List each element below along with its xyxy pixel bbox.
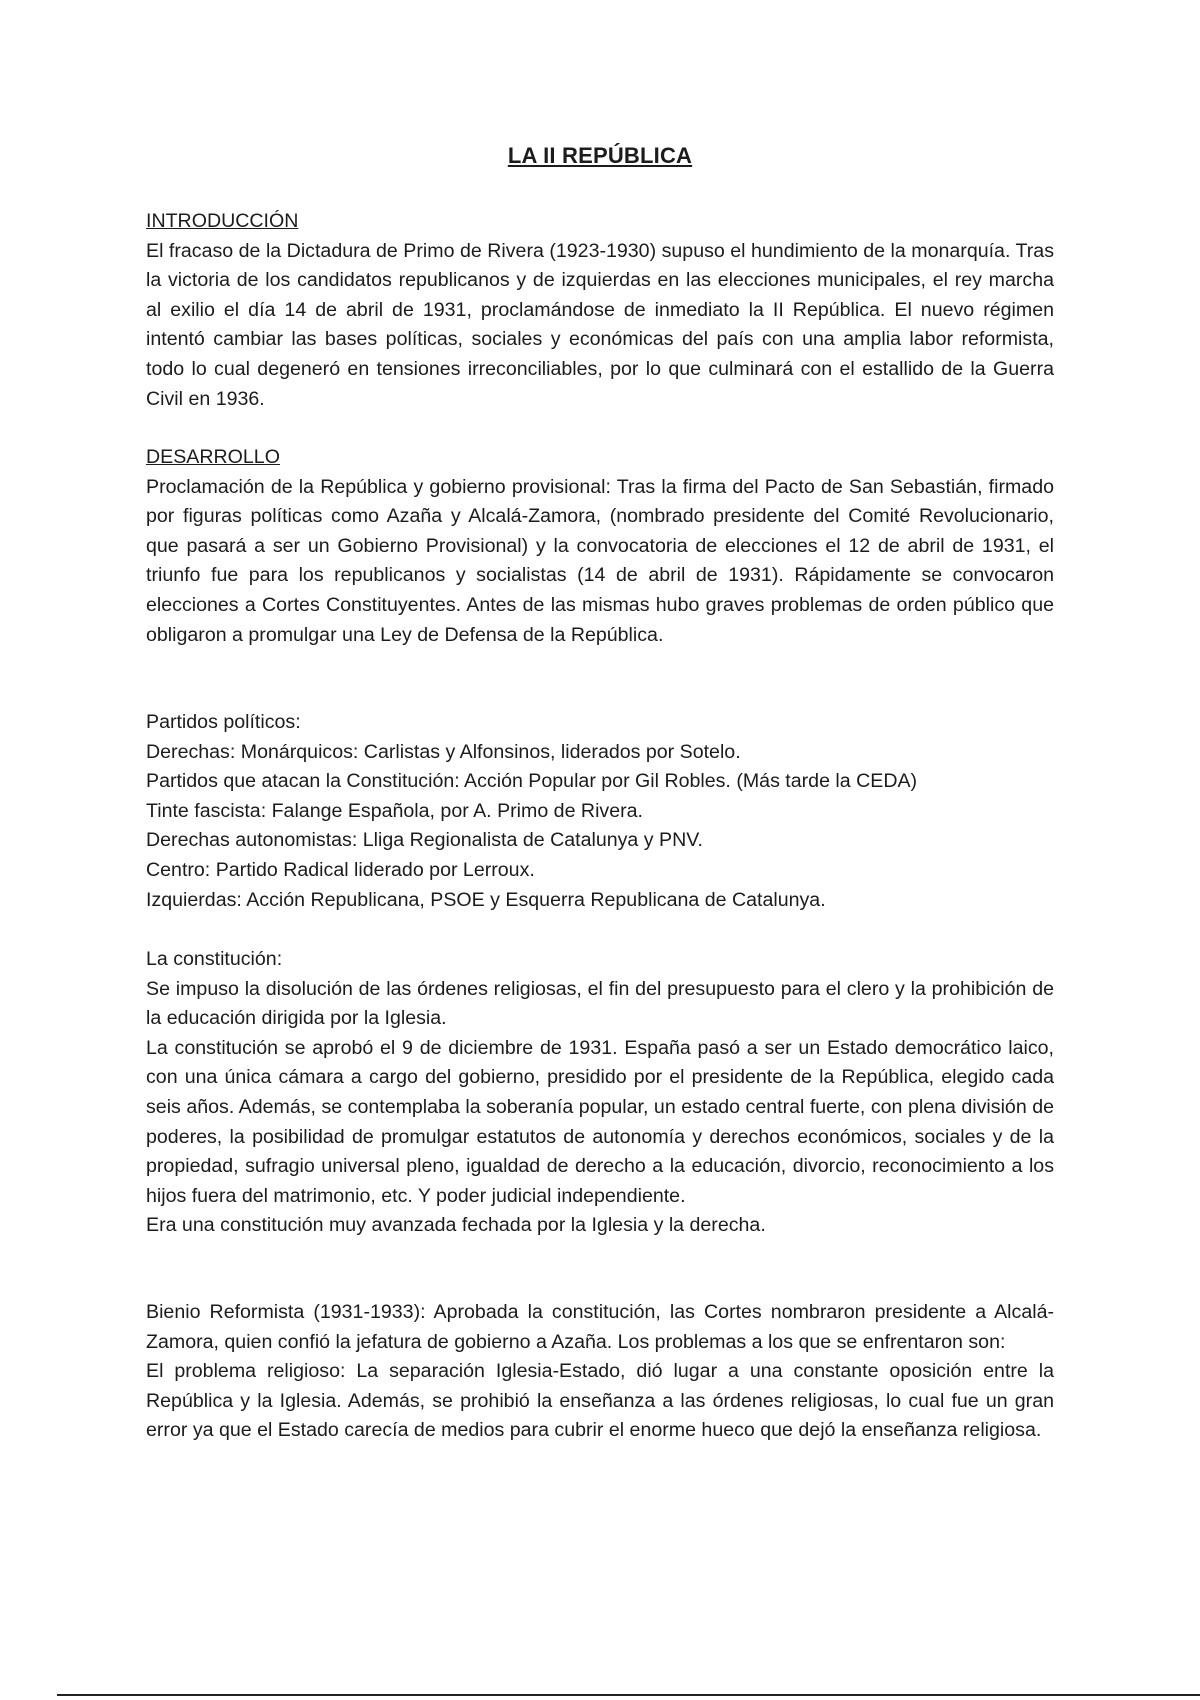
constitucion-paragraph-3: Era una constitución muy avanzada fechada por la Iglesia y la derecha. [146, 1214, 766, 1237]
partidos-list-item: Derechas: Monárquicos: Carlistas y Alfonsinos, liderados por Sotelo. [146, 740, 741, 763]
section-heading-desarrollo: DESARROLLO [146, 446, 280, 468]
bienio-paragraph-1: Bienio Reformista (1931-1933): Aprobada la constitución, las Cortes nombraron presidente a Alcalá-Zamora, quien confió la jefatura de gobierno a Azaña. Los problemas a los que se enfrentaron son: [146, 1301, 1054, 1353]
section-desarrollo [146, 443, 1054, 650]
section-bienio [146, 1298, 1054, 1446]
constitucion-heading: La constitución: [146, 948, 283, 970]
partidos-list-item: Partidos que atacan la Constitución: Acción Popular por Gil Robles. (Más tarde la CEDA) [146, 770, 918, 793]
partidos-list-item: Derechas autonomistas: Lliga Regionalista de Catalunya y PNV. [146, 829, 703, 852]
section-constitucion [146, 945, 1054, 1241]
partidos-list-item: Centro: Partido Radical liderado por Lerroux. [146, 858, 535, 881]
constitucion-paragraph-2: La constitución se aprobó el 9 de diciembre de 1931. España pasó a ser un Estado democrático laico, con una única cámara a cargo del gobierno, presidido por el presidente de la República, elegido cada seis años. Además, se contemplaba la soberanía popular, un estado central fuerte, con plena división de poderes, la posibilidad de promulgar estatutos de autonomía y derechos económicos, sociales y de la propiedad, sufragio universal pleno, igualdad de derecho a la educación, divorcio, reconocimiento a los hijos fuera del matrimonio, etc. Y poder judicial independiente. [146, 1036, 1054, 1207]
partidos-list-item: Tinte fascista: Falange Española, por A. Primo de Rivera. [146, 799, 643, 822]
desarrollo-paragraph: Proclamación de la República y gobierno provisional: Tras la firma del Pacto de San Sebastián, firmado por figuras políticas como Azaña y Alcalá-Zamora, (nombrado presidente del Comité Revolucionario, que pasará a ser un Gobierno Provisional) y la convocatoria de elecciones el 12 de abril de 1931, el triunfo fue para los republicanos y socialistas (14 de abril de 1931). Rápidamente se convocaron elecciones a Cortes Constituyentes. Antes de las mismas hubo graves problemas de orden público que obligaron a promulgar una Ley de Defensa de la República. [146, 475, 1054, 646]
partidos-list-item: Izquierdas: Acción Republicana, PSOE y Esquerra Republicana de Catalunya. [146, 888, 826, 911]
constitucion-paragraph-1: Se impuso la disolución de las órdenes religiosas, el fin del presupuesto para el clero y la prohibición de la educación dirigida por la Iglesia. [146, 977, 1054, 1030]
partidos-heading: Partidos políticos: [146, 711, 301, 733]
document-title: LA II REPÚBLICA [507, 143, 693, 168]
introduccion-paragraph: El fracaso de la Dictadura de Primo de Rivera (1923-1930) supuso el hundimiento de la monarquía. Tras la victoria de los candidatos republicanos y de izquierdas en las elecciones municipales, el rey marcha al exilio el día 14 de abril de 1931, proclamándose de inmediato la II República. El nuevo régimen intentó cambiar las bases políticas, sociales y económicas del país con una amplia labor reformista, todo lo cual degeneró en tensiones irreconciliables, por lo que culminará con el estallido de la Guerra Civil en 1936. [146, 239, 1054, 410]
section-partidos [146, 708, 1054, 915]
section-heading-introduccion: INTRODUCCIÓN [146, 210, 299, 232]
section-introduccion [146, 207, 1054, 414]
page-bottom-rule [57, 1694, 1200, 1696]
bienio-paragraph-2: El problema religioso: La separación Iglesia-Estado, dió lugar a una constante oposición entre la República y la Iglesia. Además, se prohibió la enseñanza a las órdenes religiosas, lo cual fue un gran error ya que el Estado carecía de medios para cubrir el enorme hueco que dejó la enseñanza religiosa. [146, 1360, 1054, 1442]
